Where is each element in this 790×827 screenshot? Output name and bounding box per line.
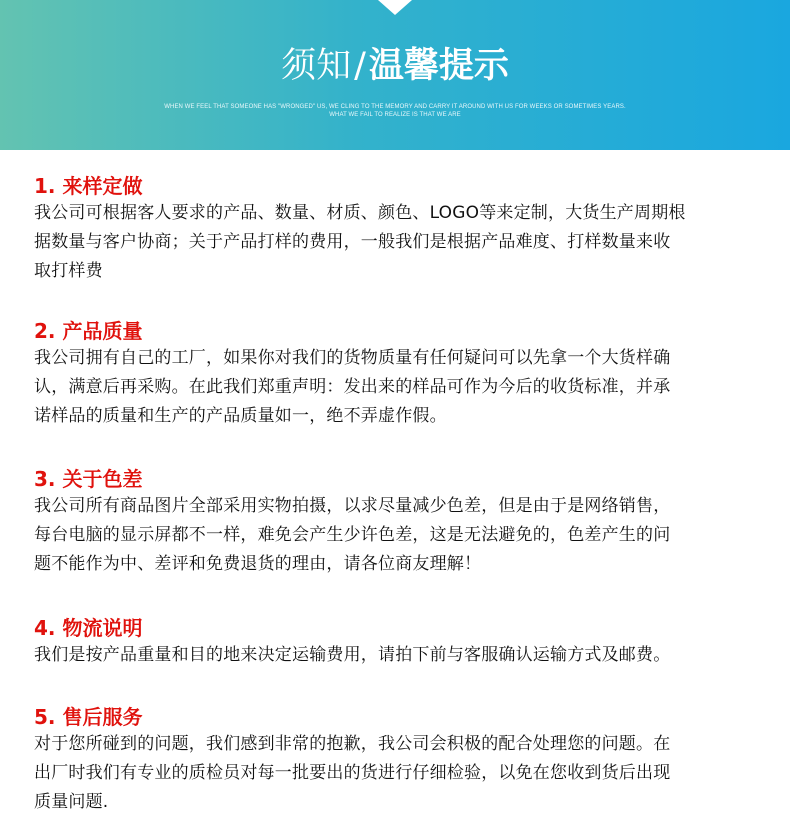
subtitle-line-1: WHEN WE FEEL THAT SOMEONE HAS "WRONGED" US, WE CLING TO THE MEMORY AND CARRY IT AROUND WITH US FOR WEEKS OR SOMETIMES YEARS. <box>164 104 626 110</box>
section-product-quality <box>34 318 774 431</box>
section-heading: 4. 物流说明 <box>34 616 143 640</box>
section-line: 题不能作为中、差评和免费退货的理由，请各位商友理解！ <box>34 554 482 574</box>
page-title <box>0 46 790 86</box>
section-color-difference <box>34 466 774 579</box>
section-custom-order <box>34 173 774 286</box>
title-slash: / <box>354 46 366 86</box>
section-line: 我公司拥有自己的工厂，如果你对我们的货物质量有任何疑问可以先拿一个大货样确 <box>34 348 671 368</box>
section-line: 我公司可根据客人要求的产品、数量、材质、颜色、LOGO等来定制，大货生产周期根 <box>34 203 686 223</box>
section-line: 对于您所碰到的问题，我们感到非常的抱歉，我公司会积极的配合处理您的问题。在 <box>34 734 671 754</box>
section-line: 认，满意后再采购。在此我们郑重声明：发出来的样品可作为今后的收货标准，并承 <box>34 377 671 397</box>
section-heading: 1. 来样定做 <box>34 174 143 198</box>
section-line: 取打样费 <box>34 261 103 281</box>
banner-subtitle <box>0 103 790 119</box>
header-banner <box>0 0 790 150</box>
title-bold: 温馨提示 <box>368 46 509 86</box>
section-after-sales <box>34 704 774 817</box>
section-line: 我公司所有商品图片全部采用实物拍摄，以求尽量减少色差，但是由于是网络销售， <box>34 496 671 516</box>
section-line: 据数量与客户协商；关于产品打样的费用，一般我们是根据产品难度、打样数量来收 <box>34 232 671 252</box>
banner-notch <box>378 0 412 15</box>
section-logistics <box>34 615 774 670</box>
title-light: 须知 <box>281 46 352 86</box>
section-line: 出厂时我们有专业的质检员对每一批要出的货进行仔细检验，以免在您收到货后出现 <box>34 763 671 783</box>
section-line: 我们是按产品重量和目的地来决定运输费用，请拍下前与客服确认运输方式及邮费。 <box>34 645 671 665</box>
section-line: 诺样品的质量和生产的产品质量如一，绝不弄虚作假。 <box>34 406 447 426</box>
section-heading: 5. 售后服务 <box>34 705 143 729</box>
section-heading: 3. 关于色差 <box>34 467 143 491</box>
section-line: 质量问题. <box>34 792 109 812</box>
section-line: 每台电脑的显示屏都不一样，难免会产生少许色差，这是无法避免的，色差产生的问 <box>34 525 671 545</box>
subtitle-line-2: WHAT WE FAIL TO REALIZE IS THAT WE ARE <box>329 112 461 118</box>
section-heading: 2. 产品质量 <box>34 319 143 343</box>
